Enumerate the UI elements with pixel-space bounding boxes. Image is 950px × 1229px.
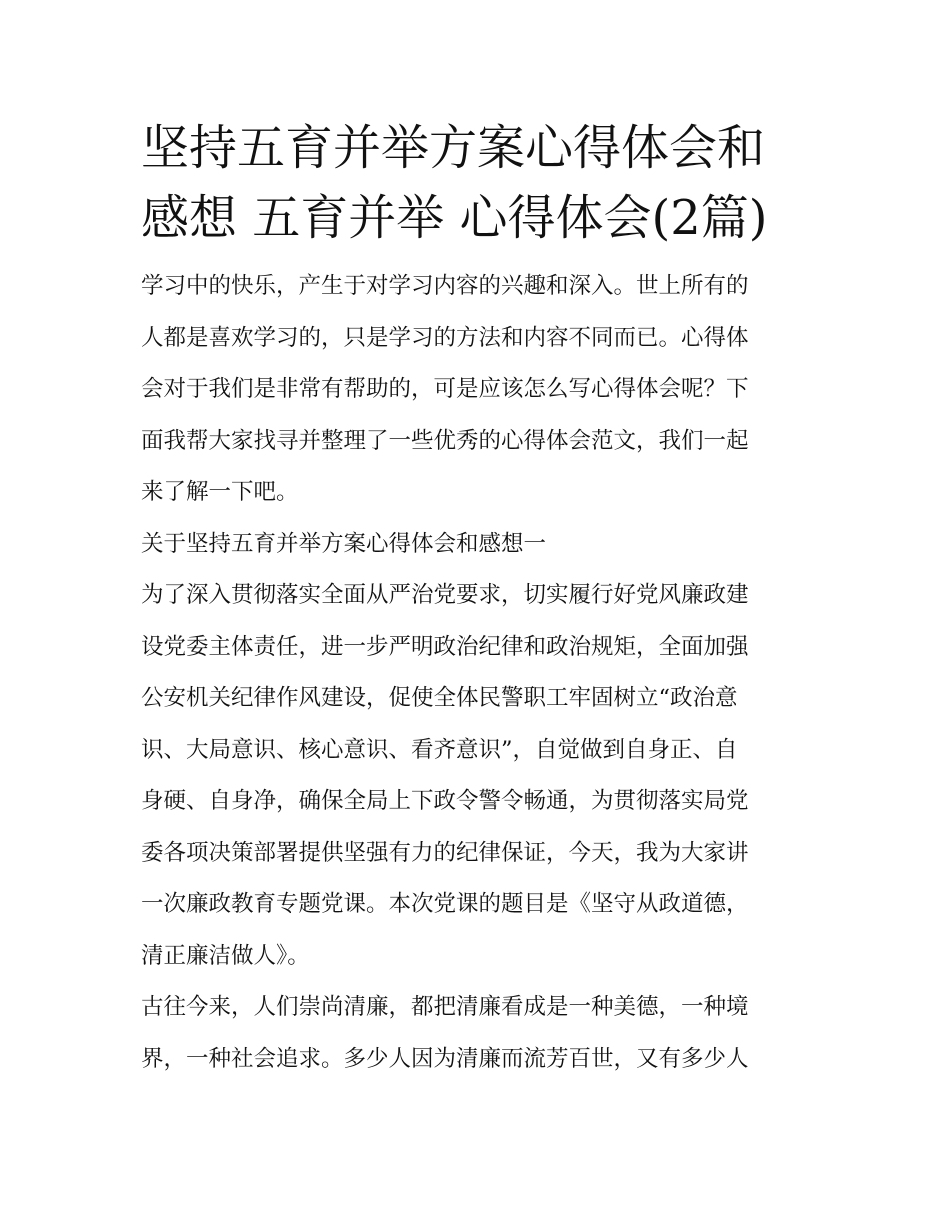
text-line: 界，一种社会追求。多少人因为清廉而流芳百世，又有多少人 bbox=[141, 1045, 749, 1072]
text-line: 学习中的快乐，产生于对学习内容的兴趣和深入。世上所有的 bbox=[141, 273, 749, 299]
text-line: 公安机关纪律作风建设，促使全体民警职工牢固树立“政治意 bbox=[141, 685, 738, 711]
document-content bbox=[141, 113, 816, 1085]
title-line-1: 坚持五育并举方案心得体会和 bbox=[141, 120, 766, 176]
text-line: 身硬、自身净，确保全局上下政令警令畅通，为贯彻落实局党 bbox=[141, 788, 749, 814]
body-paragraph-1 bbox=[141, 570, 816, 982]
section-heading-text: 关于坚持五育并举方案心得体会和感想一 bbox=[141, 530, 547, 557]
text-line: 识、大局意识、核心意识、看齐意识”，自觉做到自身正、自 bbox=[141, 736, 738, 763]
document-title bbox=[141, 113, 816, 253]
text-line: 会对于我们是非常有帮助的，可是应该怎么写心得体会呢？下 bbox=[141, 376, 749, 402]
body-paragraph-2 bbox=[141, 982, 816, 1085]
section-heading bbox=[141, 519, 816, 571]
text-line: 设党委主体责任，进一步严明政治纪律和政治规矩，全面加强 bbox=[141, 633, 749, 660]
intro-paragraph bbox=[141, 261, 816, 519]
title-line-2: 感想 五育并举 心得体会(2篇) bbox=[141, 190, 768, 246]
text-line: 古往今来，人们崇尚清廉，都把清廉看成是一种美德，一种境 bbox=[141, 994, 749, 1020]
text-line: 清正廉洁做人》。 bbox=[141, 942, 310, 969]
text-line: 面我帮大家找寻并整理了一些优秀的心得体会范文，我们一起 bbox=[141, 427, 749, 454]
text-line: 人都是喜欢学习的，只是学习的方法和内容不同而已。心得体 bbox=[141, 324, 749, 351]
text-line: 一次廉政教育专题党课。本次党课的题目是《坚守从政道德， bbox=[141, 891, 749, 917]
text-line: 为了深入贯彻落实全面从严治党要求，切实履行好党风廉政建 bbox=[141, 582, 749, 608]
text-line: 委各项决策部署提供坚强有力的纪律保证，今天，我为大家讲 bbox=[141, 839, 749, 866]
text-line: 来了解一下吧。 bbox=[141, 479, 299, 505]
